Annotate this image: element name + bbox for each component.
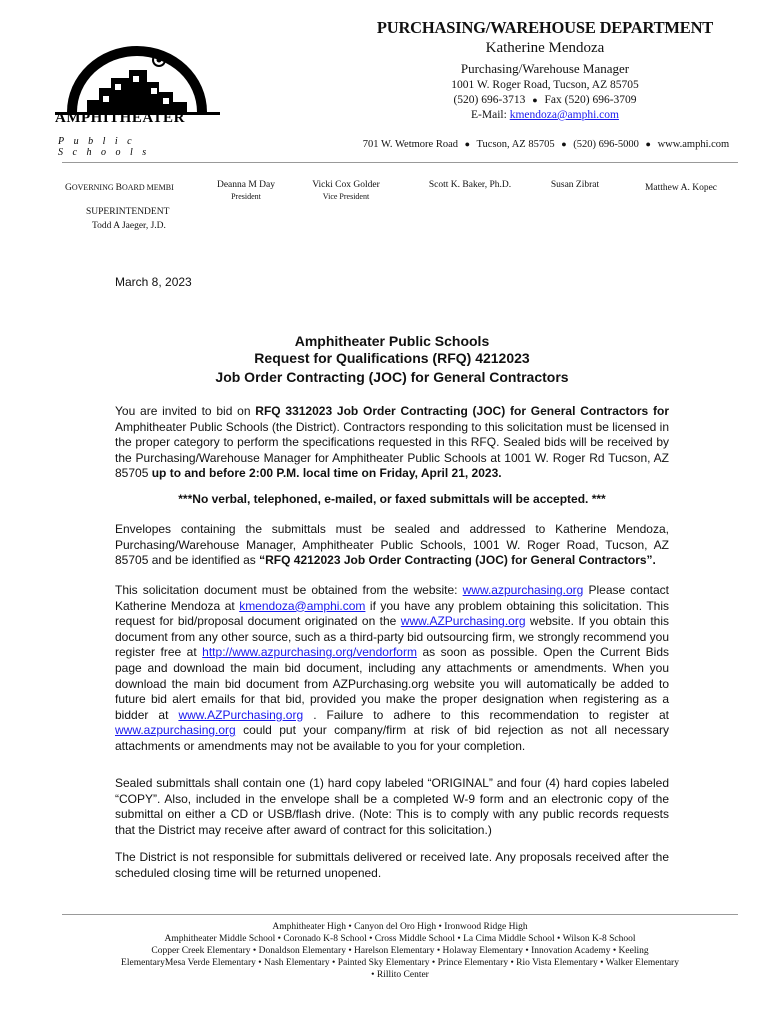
- board-member: [420, 180, 520, 190]
- footer-schools-line: ElementaryMesa Verde Elementary • Nash Elementary • Painted Sky Elementary • Prince Elementary • Rio Vista Elementary • Walker Elementary: [121, 958, 679, 968]
- department-address: 1001 W. Roger Road, Tucson, AZ 85705: [451, 79, 639, 91]
- member-title: Vice President: [322, 192, 370, 201]
- board-member: [205, 180, 287, 201]
- manager-role: Purchasing/Warehouse Manager: [460, 61, 630, 76]
- bullet-icon: ●: [645, 139, 651, 149]
- azpurchasing-link[interactable]: www.AZPurchasing.org: [178, 707, 304, 722]
- district-phone: (520) 696-5000: [573, 139, 639, 150]
- member-title: President: [231, 192, 261, 201]
- district-city: Tucson, AZ 85705: [476, 139, 555, 150]
- paragraph-envelopes: Envelopes containing the submittals must be sealed and addressed to Katherine Mendoza, Purchasing/Warehouse Manager, Amphitheater Public Schools, 1001 W. Roger Road, Tucson, AZ 85705 and be identified as “RFQ 4212023 Job Order Contracting (JOC) for General Contractors”.: [115, 522, 669, 568]
- bullet-icon: ●: [464, 139, 471, 149]
- board-member: [635, 183, 727, 193]
- district-address: 701 W. Wetmore Road: [362, 139, 458, 150]
- district-website: www.amphi.com: [657, 139, 730, 150]
- email-link[interactable]: kmendoza@amphi.com: [239, 598, 366, 613]
- superintendent-label: SUPERINTENDENT: [86, 207, 170, 217]
- department-title: PURCHASING/WAREHOUSE DEPARTMENT: [376, 18, 714, 37]
- paragraph-late-submittals: The District is not responsible for submittals delivered or received late. Any proposals received after the scheduled closing time will be returned unopened.: [115, 850, 669, 880]
- paragraph-invitation: You are invited to bid on RFQ 3312023 Job Order Contracting (JOC) for General Contractors for Amphitheater Public Schools (the District). Contractors responding to this solicitation must be licensed in the proper category to perform the specifications requested in this RFQ. Sealed bids will be received by the Purchasing/Warehouse Manager for Amphitheater Public Schools at 1001 W. Roger Rd Tucson, AZ 85705 up to and before 2:00 P.M. local time on Friday, April 21, 2023.: [115, 404, 669, 481]
- logo-wordmark: AMPHITHEATER: [55, 110, 185, 126]
- paragraph-solicitation-website: This solicitation document must be obtained from the website: www.azpurchasing.org Please contact Katherine Mendoza at kmendoza@amphi.com if you have any problem obtaining this solicitation. This request for bid/proposal document originated on the www.AZPurchasing.org website. If you obtain this document from any other source, such as a third-party bid outsourcing firm, we strongly recommend you register free at http://www.azpurchasing.org/vendorform as soon as possible. Open the Current Bids page and download the main bid document, including any attachments or amendments. When you download the main bid document from AZPurchasing.org website you will automatically be added to future bid alert emails for that bid, provided you make the proper designation when registering as a bidder at www.AZPurchasing.org . Failure to adhere to this recommendation to register at www.azpurchasing.org could put your company/firm at risk of bid rejection as not all necessary attachments or amendments may not be available to you for your completion.: [115, 583, 669, 753]
- member-name: Vicki Cox Golder: [312, 180, 380, 190]
- footer-schools-line: Amphitheater Middle School • Coronado K-8 School • Cross Middle School • La Cima Middle School • Wilson K-8 School: [164, 934, 636, 944]
- bullet-icon: ●: [532, 95, 538, 105]
- footer-schools-line: • Rillito Center: [371, 970, 429, 980]
- email-link[interactable]: kmendoza@amphi.com: [509, 109, 619, 121]
- vendorform-link[interactable]: http://www.azpurchasing.org/vendorform: [202, 645, 417, 660]
- azpurchasing-link[interactable]: www.azpurchasing.org: [115, 723, 236, 738]
- letter-date: March 8, 2023: [115, 275, 192, 289]
- footer-schools-line: Copper Creek Elementary • Donaldson Elementary • Harelson Elementary • Holaway Elementary • Innovation Academy • Keeling: [151, 946, 649, 956]
- paragraph-no-verbal-notice: ***No verbal, telephoned, e-mailed, or faxed submittals will be accepted. ***: [178, 492, 606, 506]
- email-label: E-Mail:: [471, 109, 510, 121]
- letter-title-line-2: Request for Qualifications (RFQ) 4212023: [254, 350, 530, 366]
- board-member: [540, 180, 610, 190]
- letter-title-line-1: Amphitheater Public Schools: [294, 333, 490, 349]
- paragraph-sealed-submittals: Sealed submittals shall contain one (1) hard copy labeled “ORIGINAL” and four (4) hard copies labeled “COPY”. Also, included in the envelope shall be a completed W-9 form and an electronic copy of the submittal on either a CD or USB/flash drive. (Note: This is to comply with any public records requests that the District may receive after award of contract for this solicitation.): [115, 776, 669, 837]
- manager-name: Katherine Mendoza: [485, 40, 605, 56]
- member-name: Susan Zibrat: [550, 180, 600, 190]
- board-member: [300, 180, 392, 201]
- district-contact-line: [330, 139, 762, 150]
- logo-subtitle: Public Schools: [58, 136, 156, 158]
- footer-schools-line: Amphitheater High • Canyon del Oro High • Ironwood Ridge High: [272, 922, 528, 932]
- superintendent-name: Todd A Jaeger, J.D.: [92, 221, 166, 231]
- fax-number: Fax (520) 696-3709: [544, 94, 637, 106]
- member-name: Matthew A. Kopec: [644, 183, 718, 193]
- bullet-icon: ●: [561, 139, 567, 149]
- department-phone-fax: [330, 94, 760, 106]
- azpurchasing-link[interactable]: www.AZPurchasing.org: [400, 614, 526, 629]
- azpurchasing-link[interactable]: www.azpurchasing.org: [462, 583, 584, 597]
- footer-divider: [62, 914, 738, 915]
- department-email: [330, 109, 760, 121]
- letter-title-line-3: Job Order Contracting (JOC) for General Contractors: [215, 369, 569, 385]
- governing-board-label: GOVERNING BOARD MEMBI: [65, 183, 174, 193]
- phone-number: (520) 696-3713: [453, 94, 526, 106]
- member-name: Scott K. Baker, Ph.D.: [428, 180, 512, 190]
- member-name: Deanna M Day: [216, 180, 276, 190]
- header-divider: [62, 162, 738, 163]
